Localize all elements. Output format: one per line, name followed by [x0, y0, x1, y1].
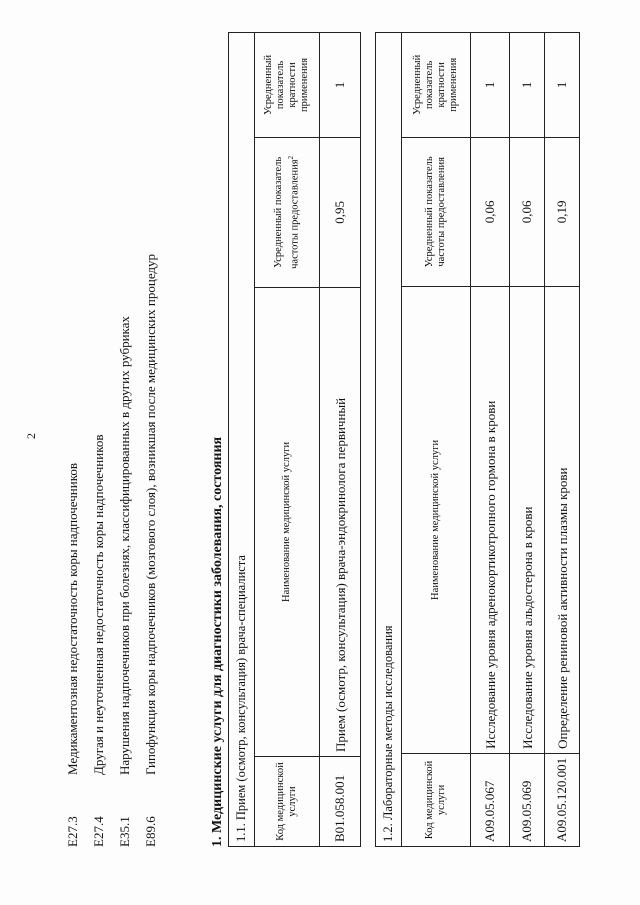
header-mult: Усредненный показатель кратности применения	[255, 33, 320, 138]
diagnosis-code-list	[60, 254, 164, 847]
diagnosis-text: Гипофункция коры надпочечников (мозгового слоя), возникшая после медицинских процедур	[143, 253, 158, 775]
table-caption-row	[376, 33, 402, 847]
frequency-value: 0,19	[545, 137, 580, 286]
list-item	[86, 254, 112, 847]
multiplicity-value: 1	[320, 33, 361, 138]
table-caption: 1.1. Прием (осмотр, консультация) врача-специалиста	[229, 33, 255, 847]
multiplicity-value: 1	[545, 33, 580, 138]
table-caption: 1.2. Лабораторные методы исследования	[376, 33, 402, 847]
table-row	[545, 33, 580, 847]
header-name: Наименование медицинской услуги	[255, 287, 320, 756]
header-code: Код медицинской услуги	[255, 757, 320, 847]
frequency-value: 0,06	[510, 137, 545, 286]
diagnosis-text: Другая и неуточненная недостаточность коры надпочечников	[91, 434, 106, 775]
laboratory-methods-table	[375, 32, 580, 847]
service-name: Исследование уровня альдостерона в крови	[510, 287, 545, 754]
service-code: A09.05.069	[510, 753, 545, 846]
table-header-row	[255, 33, 320, 847]
service-name: Прием (осмотр, консультация) врача-эндокринолога первичный	[320, 287, 361, 756]
frequency-value: 0,06	[471, 137, 510, 286]
header-mult: Усредненный показатель кратности применения	[402, 33, 471, 138]
service-code: A09.05.067	[471, 753, 510, 846]
page-number: 2	[24, 433, 38, 439]
header-name: Наименование медицинской услуги	[402, 287, 471, 754]
header-freq	[255, 137, 320, 287]
table-caption-row	[229, 33, 255, 847]
service-code: B01.058.001	[320, 757, 361, 847]
diagnosis-text: Нарушения надпочечников при болезнях, классифицированных в других рубриках	[117, 316, 132, 775]
table-row	[320, 33, 361, 847]
diagnosis-text: Медикаментозная недостаточность коры надпочечников	[65, 463, 80, 775]
footnote-mark: 2	[286, 155, 295, 160]
list-item	[112, 254, 138, 847]
header-freq: Усредненный показатель частоты предоставления	[402, 137, 471, 286]
table-row	[471, 33, 510, 847]
service-name: Исследование уровня адренокортикотропного гормона в крови	[471, 287, 510, 754]
service-name: Определение рениновой активности плазмы крови	[545, 287, 580, 754]
multiplicity-value: 1	[510, 33, 545, 138]
list-item	[60, 254, 86, 847]
header-freq-text: Усредненный показатель частоты предоставления	[272, 156, 301, 269]
diagnosis-code: E27.4	[91, 816, 106, 847]
diagnosis-code: E89.6	[143, 816, 158, 847]
diagnosis-code: E35.1	[117, 816, 132, 847]
list-item	[138, 254, 164, 847]
diagnosis-code: E27.3	[65, 816, 80, 847]
service-code: A09.05.120.001	[545, 753, 580, 846]
table-header-row	[402, 33, 471, 847]
multiplicity-value: 1	[471, 33, 510, 138]
section-title: 1. Медицинские услуги для диагностики заболевания, состояния	[210, 436, 225, 847]
frequency-value: 0,95	[320, 137, 361, 287]
table-row	[510, 33, 545, 847]
specialist-consultation-table	[228, 32, 361, 847]
header-code: Код медицинской услуги	[402, 753, 471, 846]
